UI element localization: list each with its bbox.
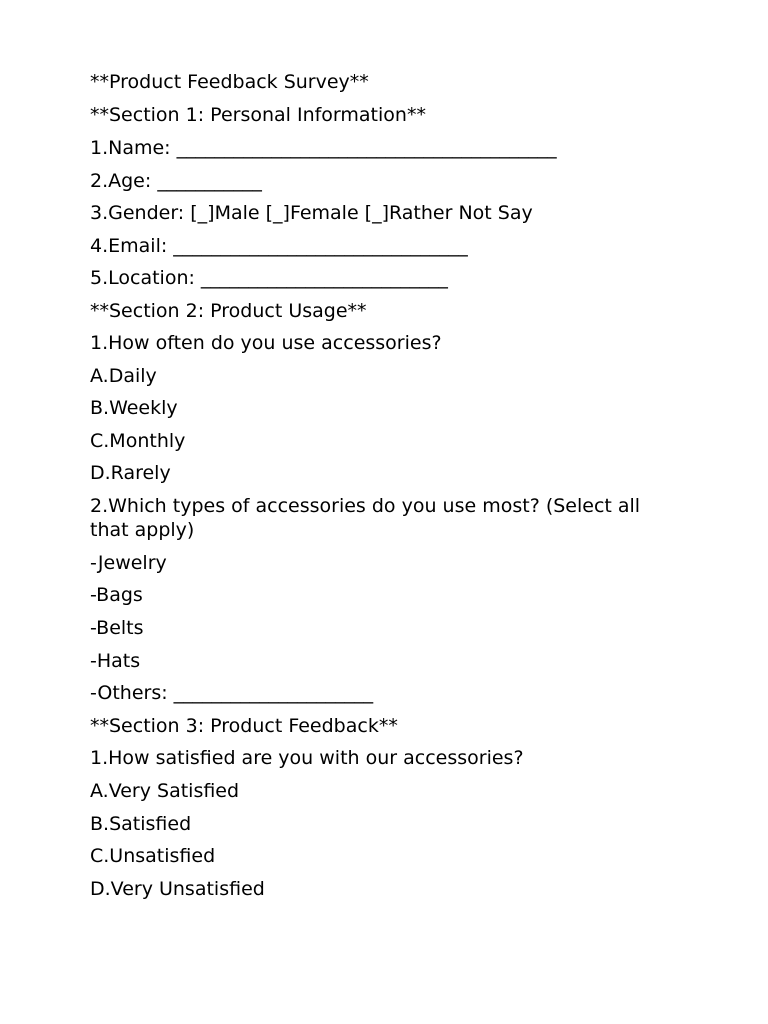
survey-title: **Product Feedback Survey**	[90, 71, 369, 93]
section-3-heading: **Section 3: Product Feedback**	[90, 715, 398, 737]
email-field-line: 4.Email: _______________________________	[90, 235, 468, 257]
accessory-type-option: -Bags	[90, 584, 143, 606]
accessory-types-question: 2.Which types of accessories do you use most? (Select all that apply)	[90, 495, 641, 541]
frequency-option: A.Daily	[90, 365, 157, 387]
section-1-heading: **Section 1: Personal Information**	[90, 104, 426, 126]
location-field-line: 5.Location: __________________________	[90, 267, 448, 289]
name-field-line: 1.Name: ________________________________________	[90, 137, 557, 159]
satisfaction-option: B.Satisfied	[90, 813, 192, 835]
age-field-line: 2.Age: ___________	[90, 170, 262, 192]
accessory-type-other: -Others: _____________________	[90, 682, 374, 704]
satisfaction-option: C.Unsatisfied	[90, 845, 216, 867]
accessory-type-option: -Belts	[90, 617, 144, 639]
gender-field-line: 3.Gender: [_]Male [_]Female [_]Rather Not Say	[90, 202, 533, 224]
frequency-option: B.Weekly	[90, 397, 178, 419]
frequency-option: D.Rarely	[90, 462, 171, 484]
section-2-heading: **Section 2: Product Usage**	[90, 300, 367, 322]
accessory-type-option: -Jewelry	[90, 552, 167, 574]
satisfaction-option: D.Very Unsatisfied	[90, 878, 265, 900]
frequency-option: C.Monthly	[90, 430, 186, 452]
usage-frequency-question: 1.How often do you use accessories?	[90, 332, 442, 354]
accessory-type-option: -Hats	[90, 650, 141, 672]
satisfaction-option: A.Very Satisfied	[90, 780, 240, 802]
satisfaction-question: 1.How satisfied are you with our accessories?	[90, 747, 524, 769]
